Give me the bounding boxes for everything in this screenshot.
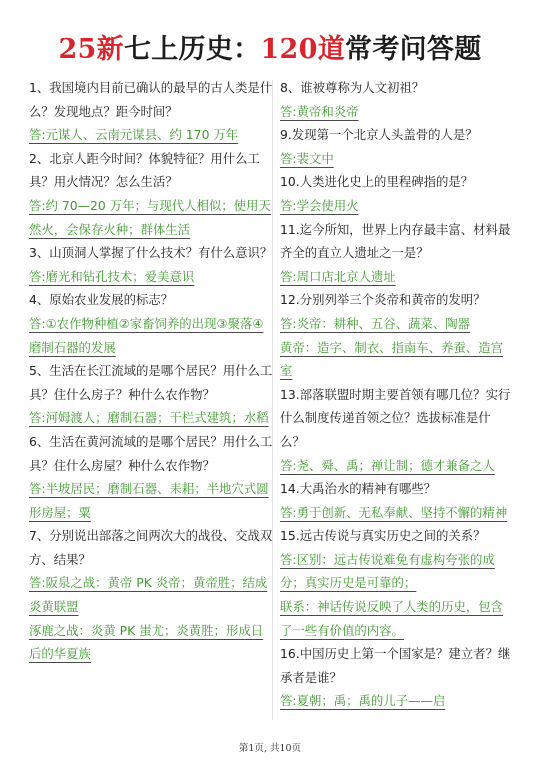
title-part-2: 七上历史： — [123, 34, 261, 65]
question-13: 13.部落联盟时期主要首领有哪几位？实行什么制度传递首领之位？选拔标准是什么？ — [280, 386, 511, 449]
answer-4: 答:①农作物种植②家畜饲养的出现③聚落④磨制石器的发展 — [29, 315, 264, 355]
left-column — [29, 76, 273, 666]
question-12: 12.分别列举三个炎帝和黄帝的发明？ — [280, 292, 486, 308]
answer-7a: 答:阪泉之战：黄帝 PK 炎帝；黄帝胜；结成炎黄联盟 — [29, 575, 268, 615]
question-7: 7、分别说出部落之间两次大的战役、交战双方、结果？ — [29, 528, 273, 567]
question-16: 16.中国历史上第一个国家是？建立者？继承者是谁？ — [280, 646, 511, 685]
answer-14: 答:勇于创新、无私奉献、坚持不懈的精神 — [280, 504, 508, 520]
answer-12a: 答:炎帝：耕种、五谷、蔬菜、陶器 — [280, 315, 471, 331]
answer-6: 答:半坡居民；磨制石器、耒耜；半地穴式圆形房屋；粟 — [29, 481, 269, 520]
answer-5: 答:河姆渡人；磨制石器；干栏式建筑；水稻 — [29, 410, 269, 426]
answer-16: 答:夏朝；禹；禹的儿子——启 — [280, 693, 446, 709]
question-2: 2、北京人距今时间？体貌特征？用什么工具？用火情况？怎么生活？ — [29, 150, 260, 190]
answer-1: 答:元谋人、云南元谋县、约 170 万年 — [29, 127, 239, 143]
question-1: 1、我国境内目前已确认的最早的古人类是什么？发现地点？距今时间？ — [29, 80, 273, 119]
answer-8: 答:黄帝和炎帝 — [280, 103, 359, 119]
answer-2: 答:约 70—20 万年；与现代人相似；使用天然火，会保存火种；群体生活 — [29, 197, 271, 237]
right-column — [280, 76, 512, 713]
question-10: 10.人类进化史上的里程碑指的是？ — [280, 174, 474, 190]
answer-10: 答:学会使用火 — [280, 197, 359, 213]
answer-3: 答:磨光和钻孔技术；爱美意识 — [29, 268, 195, 284]
question-9: 9.发现第一个北京人头盖骨的人是？ — [280, 127, 478, 143]
question-15: 15.远古传说与真实历史之间的关系？ — [280, 528, 486, 544]
question-5: 5、生活在长江流域的是哪个居民？用什么工具？住什么房子？种什么农作物？ — [29, 363, 273, 402]
answer-7b: 涿鹿之战：炎黄 PK 蚩尤；炎黄胜；形成日后的华夏族 — [29, 622, 264, 662]
answer-11: 答:周口店北京人遗址 — [280, 268, 396, 284]
title-part-3: 120道 — [260, 34, 346, 65]
answer-9: 答:裴文中 — [280, 150, 334, 166]
answer-15b: 联系：神话传说反映了人类的历史，包含了一些有价值的内容。 — [280, 599, 504, 638]
title-part-4: 常考问答题 — [345, 34, 482, 65]
question-8: 8、谁被尊称为人文初祖？ — [280, 80, 425, 95]
question-11: 11.迄今所知，世界上内存最丰富、材料最齐全的直立人遗址之一是？ — [280, 221, 511, 261]
title-part-1: 25新 — [58, 34, 124, 65]
answer-13: 答:尧、舜、禹；禅让制；德才兼备之人 — [280, 457, 495, 473]
question-4: 4、原始农业发展的标志？ — [29, 292, 174, 308]
question-14: 14.大禹治水的精神有哪些？ — [280, 481, 437, 497]
question-3: 3、山顶洞人掌握了什么技术？有什么意识？ — [29, 245, 273, 261]
answer-12b: 黄帝：造字、制衣、指南车、养蚕、造宫室 — [280, 339, 504, 379]
answer-15a: 答:区别：远古传说难免有虚构夸张的成分；真实历史是可靠的； — [280, 551, 495, 591]
page-footer: 第1页, 共10页 — [238, 743, 302, 754]
page-title — [0, 30, 540, 70]
question-6: 6、生活在黄河流域的是哪个居民？用什么工具？住什么房屋？种什么农作物？ — [29, 433, 273, 473]
